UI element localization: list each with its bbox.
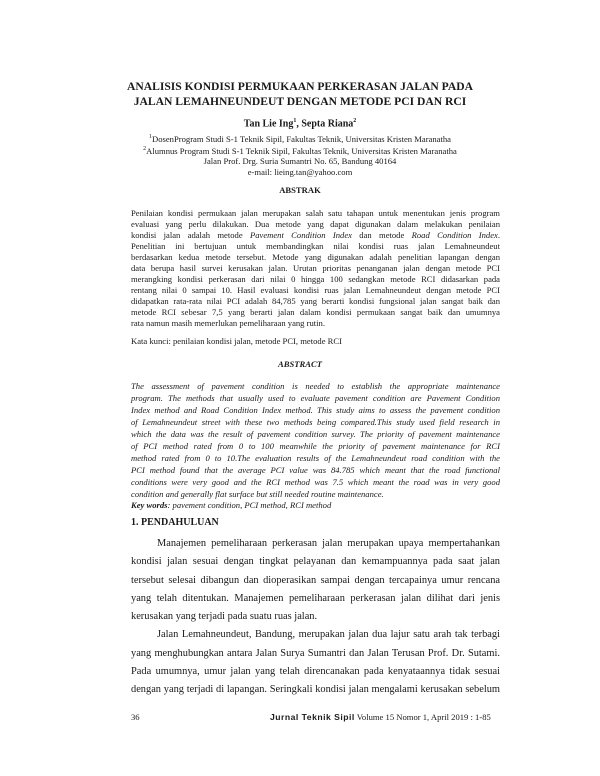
text-line: yang menghubungkan antara Jalan Surya Sumantri dan Jalan Terusan Prof. Dr. Sutami. xyxy=(131,647,500,659)
kata-kunci: Kata kunci: penilaian kondisi jalan, metode PCI, metode RCI xyxy=(131,336,342,346)
journal-issue: Volume 15 Nomor 1, April 2019 : 1-85 xyxy=(356,712,491,722)
authors xyxy=(0,118,600,129)
text-line: kondisi jalan sesuai dengan tingkat pelayanan dan kemampuannya pada saat jalan xyxy=(131,556,500,568)
author-name: Septa Riana xyxy=(301,118,354,130)
text-line: tersebut selesai dibangun dan dioperasikan sampai dengan tercapainya umur rencana xyxy=(131,574,500,586)
text-line: berdasarkan kedua metode tersebut. Metode yang digunakan adalah penelitian lapangan dengan xyxy=(131,252,500,262)
text-line: merangking kondisi perkerasan dari nilai 0 hingga 100 sedangkan metode RCI didasarkan pada xyxy=(131,274,500,284)
author-name: Tan Lie Ing xyxy=(243,118,294,130)
text-line: Pada umumnya, umur jalan yang telah direncanakan pada kenyataannya tidak sesuai xyxy=(131,665,500,677)
text-line: Penelitian ini bertujuan untuk membandingkan nilai kondisi ruas jalan Lemahneundeut xyxy=(131,241,500,251)
key-words xyxy=(131,500,500,510)
text-line: of Lemahneundeut street with these two methods being compared.This study used field research in xyxy=(131,417,500,427)
title-line: ANALISIS KONDISI PERMUKAAN PERKERASAN JALAN PADA xyxy=(126,80,474,93)
title-line: JALAN LEMAHNEUNDEUT DENGAN METODE PCI DAN RCI xyxy=(133,95,467,108)
abstract-paragraph xyxy=(131,380,500,500)
abstrak-heading: ABSTRAK xyxy=(279,185,321,195)
affiliation: $^2$Alumnus Program Studi S-1 Teknik Sipil, Fakultas Teknik, Universitas Kristen Maranatha xyxy=(143,146,457,157)
journal-name: Jurnal Teknik Sipil xyxy=(270,712,355,722)
text-line: method rated from 0 to 10.The evaluation results of the Lemahneundeut road condition with the xyxy=(131,453,500,463)
author-sup: 2 xyxy=(353,118,357,124)
text-line: kondisi jalan adalah metode Pavement Condition Index dan metode Road Condition Index. xyxy=(131,230,501,240)
key-words-label: Key words xyxy=(131,500,168,510)
affiliations xyxy=(0,132,600,177)
text-line: Jalan Lemahneundeut, Bandung, merupakan jalan dua lajur satu arah tak terbagi xyxy=(157,629,500,641)
text-line: metode RCI sebesar 7,5 yang berarti jalan dalam kondisi permukaan sangat baik dan umumnya xyxy=(131,307,500,317)
abstract-heading: ABSTRACT xyxy=(278,359,322,369)
text-line: The assessment of pavement condition is needed to establish the appropriate maintenance xyxy=(131,381,500,391)
text-line: kerusakan yang terjadi pada suatu ruas jalan. xyxy=(131,611,318,622)
text-line: evaluasi yang perlu dilakukan. Dua metode yang dapat digunakan dalam melakukan penilaian xyxy=(131,219,500,229)
text-line: of PCI method rated from 0 to 100 meanwhile the priority of pavement maintenance for RCI xyxy=(131,441,500,451)
author-sep: , xyxy=(296,118,302,130)
abstrak-paragraph xyxy=(131,208,500,329)
text-line: Index method and Road Condition Index method. This study aims to assess the pavement condition xyxy=(131,405,500,415)
page-number: 36 xyxy=(131,712,140,722)
text-line: rata namun masih memerlukan pemeliharaan yang rutin. xyxy=(131,318,326,328)
text-line: conditions were very good and the RCI method was 7.5 which meant the road was in very good xyxy=(131,477,500,487)
paper-title xyxy=(0,79,600,109)
author-sup: 1 xyxy=(293,118,297,124)
text-line: yang telah ditentukan. Manajemen pemeliharaan perkerasan jalan dilihat dari jenis xyxy=(131,592,500,604)
text-line: program. The methods that usually used to evaluate pavement condition are Pavement Condition xyxy=(131,393,500,403)
section-heading: 1. PENDAHULUAN xyxy=(131,517,219,528)
affiliation: $^1$DosenProgram Studi S-1 Teknik Sipil, Fakultas Teknik, Universitas Kristen Maranatha xyxy=(149,133,451,144)
body-text xyxy=(131,535,500,699)
journal-info xyxy=(270,712,491,722)
text-line: didapatkan rata-rata nilai PCI adalah 84,785 yang berarti kondisi fungsional jalan sangat baik dan xyxy=(131,296,500,306)
email: e-mail: lieing.tan@yahoo.com xyxy=(247,166,353,177)
address: Jalan Prof. Drg. Suria Sumantri No. 65, Bandung 40164 xyxy=(203,156,397,167)
text-line: PCI method found that the average PCI value was 84.785 which meant that the road functional xyxy=(131,465,500,475)
text-line: which the data was the result of pavement condition survey. The priority of pavement maintenance xyxy=(131,429,500,439)
key-words-text: : pavement condition, PCI method, RCI method xyxy=(167,500,332,510)
text-line: data berupa hasil survei kerusakan jalan. Urutan prioritas penanganan jalan dengan metode PCI xyxy=(131,263,500,273)
text-line: Manajemen pemeliharaan perkerasan jalan merupakan upaya mempertahankan xyxy=(157,538,500,549)
text-line: dengan yang terjadi di lapangan. Seringkali kondisi jalan mengalami kerusakan sebelum xyxy=(131,684,500,695)
text-line: rentang nilai 0 sampai 10. Hasil evaluasi kondisi ruas jalan Lemahneundeut dengan metode PCI xyxy=(131,285,500,295)
text-line: condition and generally flat surface but still needed routine maintenance. xyxy=(131,489,384,499)
text-line: Penilaian kondisi permukaan jalan merupakan salah satu tahapan untuk menentukan jenis program xyxy=(131,208,500,218)
